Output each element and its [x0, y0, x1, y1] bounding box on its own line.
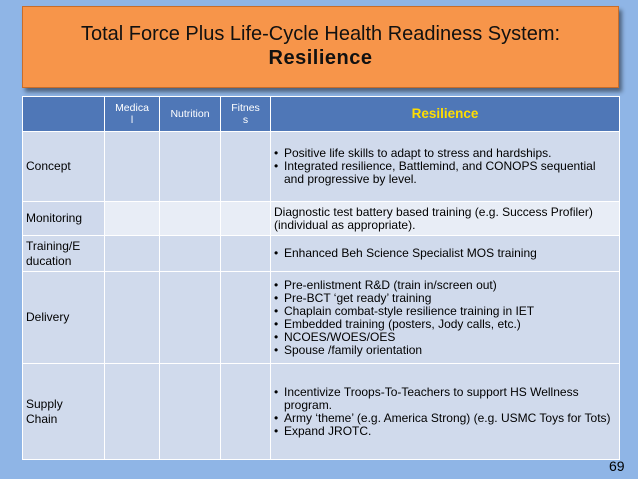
table-row [23, 364, 620, 460]
resilience-cell [271, 132, 620, 202]
list-item: • NCOES/WOES/OES [284, 331, 616, 344]
row-label: Concept [23, 132, 105, 202]
table-row [23, 236, 620, 272]
header-fitness: Fitnes s [221, 97, 271, 132]
empty-cell [105, 132, 160, 202]
empty-cell [160, 236, 221, 272]
list-item: • Pre-BCT ‘get ready’ training [284, 292, 616, 305]
resilience-cell [271, 364, 620, 460]
resilience-cell [271, 202, 620, 236]
header-resilience: Resilience [271, 97, 620, 132]
bullet-list [274, 279, 616, 357]
resilience-cell [271, 272, 620, 364]
list-item: • Incentivize Troops-To-Teachers to support HS Wellness program. [284, 386, 616, 412]
empty-cell [105, 236, 160, 272]
empty-cell [105, 364, 160, 460]
bullet-list [274, 147, 616, 186]
empty-cell [160, 202, 221, 236]
bullet-list [274, 386, 616, 438]
table-row [23, 272, 620, 364]
table-row [23, 202, 620, 236]
list-item: • Army ‘theme’ (e.g. America Strong) (e.g. USMC Toys for Tots) [284, 412, 616, 425]
slide-title [22, 6, 619, 88]
title-line-1: Total Force Plus Life-Cycle Health Readiness System: [80, 23, 561, 45]
list-item: • Expand JROTC. [284, 425, 616, 438]
table-row [23, 132, 620, 202]
header-nutrition: Nutrition [160, 97, 221, 132]
list-item: • Enhanced Beh Science Specialist MOS training [284, 247, 616, 260]
row-label: Delivery [23, 272, 105, 364]
cell-text: Diagnostic test battery based training (e.g. Success Profiler) (individual as appropriate). [274, 204, 593, 232]
empty-cell [160, 364, 221, 460]
list-item: • Positive life skills to adapt to stress and hardships. [284, 147, 616, 160]
row-label: Training/E ducation [23, 236, 105, 272]
empty-cell [105, 272, 160, 364]
row-label: Monitoring [23, 202, 105, 236]
header-medical: Medica l [105, 97, 160, 132]
list-item: • Spouse /family orientation [284, 344, 616, 357]
resilience-table [22, 96, 620, 460]
title-line-2: Resilience [268, 47, 373, 69]
list-item: • Integrated resilience, Battlemind, and CONOPS sequential and progressive by level. [284, 160, 616, 186]
list-item: • Pre-enlistment R&D (train in/screen out) [284, 279, 616, 292]
empty-cell [221, 272, 271, 364]
list-item: • Embedded training (posters, Jody calls, etc.) [284, 318, 616, 331]
page-number: 69 [609, 458, 625, 474]
table-header-row [23, 97, 620, 132]
empty-cell [221, 236, 271, 272]
list-item: • Chaplain combat-style resilience training in IET [284, 305, 616, 318]
empty-cell [221, 132, 271, 202]
empty-cell [221, 202, 271, 236]
empty-cell [160, 132, 221, 202]
empty-cell [160, 272, 221, 364]
header-blank [23, 97, 105, 132]
bullet-list [274, 247, 616, 260]
resilience-cell [271, 236, 620, 272]
row-label: Supply Chain [23, 364, 105, 460]
empty-cell [221, 364, 271, 460]
empty-cell [105, 202, 160, 236]
